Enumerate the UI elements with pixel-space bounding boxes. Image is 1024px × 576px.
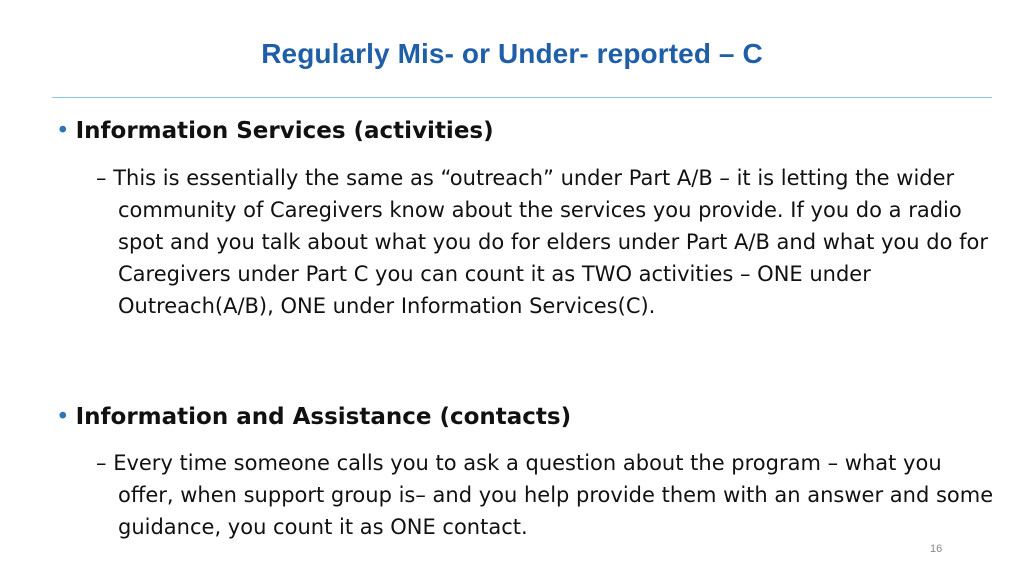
dash-marker: – — [96, 451, 107, 475]
sub-bullet-text: This is essentially the same as “outreach” under Part A/B – it is letting the wider community of Caregivers know about the services you provide. If you do a radio spot and you talk about what you do for elders under Part A/B and what you do for Caregivers under Part C you can count it as TWO activities – ONE under Outreach(A/B), ONE under Information Services(C). — [113, 166, 988, 318]
page-number: 16 — [930, 543, 943, 555]
dash-marker: – — [96, 166, 107, 190]
sub-bullet-information-services — [96, 162, 998, 322]
sub-bullet-text: Every time someone calls you to ask a question about the program – what you offer, when support group is– and you help provide them with an answer and some guidance, you count it as ONE contact. — [113, 451, 994, 539]
bullet-information-assistance — [56, 404, 571, 430]
title-divider — [52, 97, 992, 98]
sub-bullet-information-assistance — [96, 447, 998, 543]
bullet-information-services — [56, 118, 494, 144]
slide-title: Regularly Mis- or Under- reported – C — [261, 38, 763, 69]
bullet-dot-icon: • — [56, 404, 70, 430]
bullet-heading: Information Services (activities) — [75, 118, 494, 144]
bullet-dot-icon: • — [56, 118, 70, 144]
bullet-heading: Information and Assistance (contacts) — [75, 404, 572, 430]
